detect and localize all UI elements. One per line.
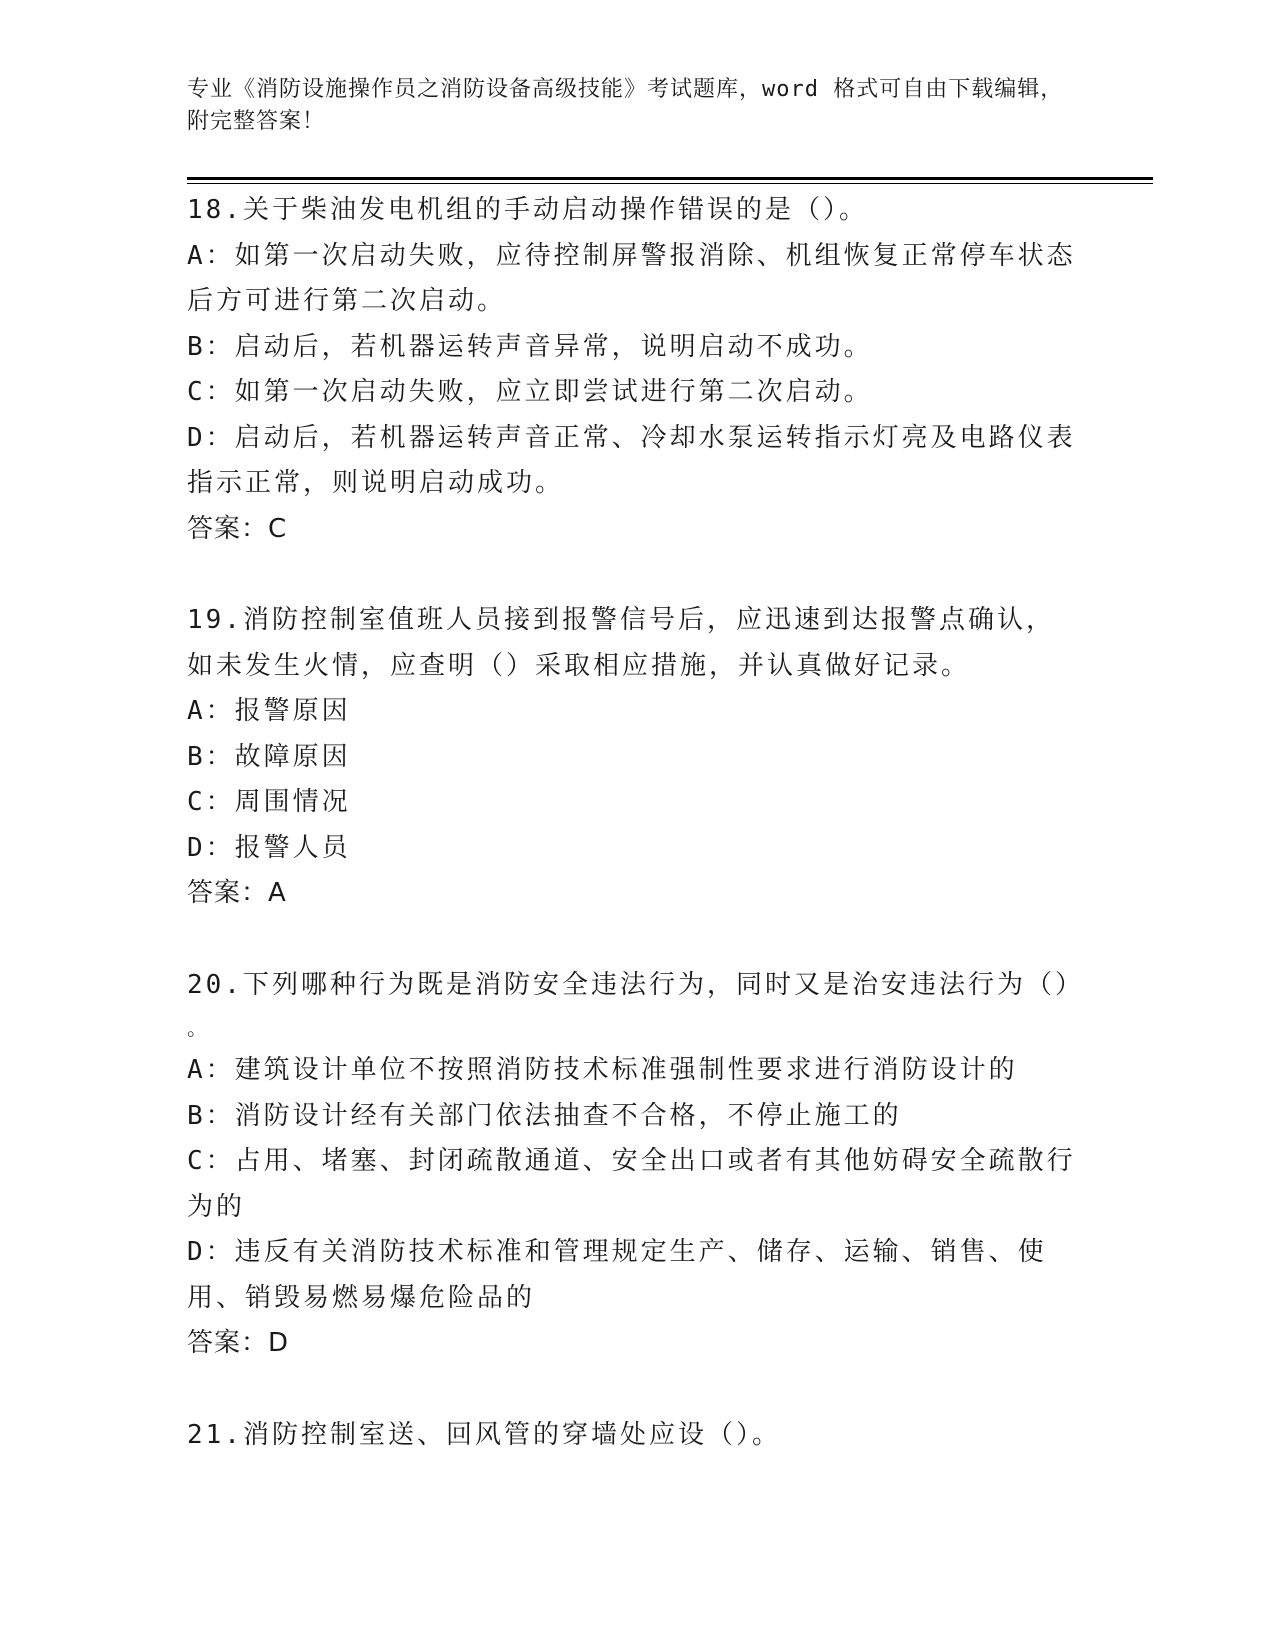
option-a: A：建筑设计单位不按照消防技术标准强制性要求进行消防设计的 xyxy=(187,1055,1018,1085)
header-rule-thick xyxy=(187,177,1153,180)
option-b: B：故障原因 xyxy=(187,741,351,772)
option-c: C：如第一次启动失败，应立即尝试进行第二次启动。 xyxy=(187,377,873,407)
question-list xyxy=(187,188,1084,1504)
question-stem: 21.消防控制室送、回风管的穿墙处应设（）。 xyxy=(187,1419,781,1450)
answer: 答案：A xyxy=(187,878,287,908)
question-stem: 18.关于柴油发电机组的手动启动操作错误的是（）。 xyxy=(187,195,868,225)
question-stem: 20.下列哪种行为既是消防安全违法行为，同时又是治安违法行为（） xyxy=(187,969,1084,1000)
question-19 xyxy=(187,598,1077,917)
option-d: D：违反有关消防技术标准和管理规定生产、储存、运输、销售、使用、销毁易燃易爆危险品的 xyxy=(187,1237,1047,1313)
option-d: D：报警人员 xyxy=(187,832,351,863)
option-c: C：占用、堵塞、封闭疏散通道、安全出口或者有其他妨碍安全疏散行为的 xyxy=(187,1146,1076,1222)
answer: 答案：C xyxy=(187,513,288,544)
answer: 答案：D xyxy=(187,1328,290,1358)
option-b: B：消防设计经有关部门依法抽查不合格，不停止施工的 xyxy=(187,1100,902,1131)
document-header: 专业《消防设施操作员之消防设备高级技能》考试题库，word 格式可自由下载编辑，附完整答案！ xyxy=(187,77,1064,134)
question-18 xyxy=(187,188,1077,552)
option-b: B：启动后，若机器运转声音异常，说明启动不成功。 xyxy=(187,331,873,362)
option-a: A：报警原因 xyxy=(187,696,351,726)
question-20 xyxy=(187,963,1084,1367)
question-stem-tail: 。 xyxy=(187,1016,210,1040)
header-rule-thin xyxy=(187,183,1153,184)
option-a: A：如第一次启动失败，应待控制屏警报消除、机组恢复正常停车状态后方可进行第二次启动。 xyxy=(187,240,1076,316)
question-stem: 19.消防控制室值班人员接到报警信号后，应迅速到达报警点确认，如未发生火情，应查明（）采取相应措施，并认真做好记录。 xyxy=(187,605,1055,681)
option-d: D：启动后，若机器运转声音正常、冷却水泵运转指示灯亮及电路仪表指示正常，则说明启动成功。 xyxy=(187,422,1076,498)
question-21 xyxy=(187,1413,1077,1459)
option-c: C：周围情况 xyxy=(187,787,351,817)
